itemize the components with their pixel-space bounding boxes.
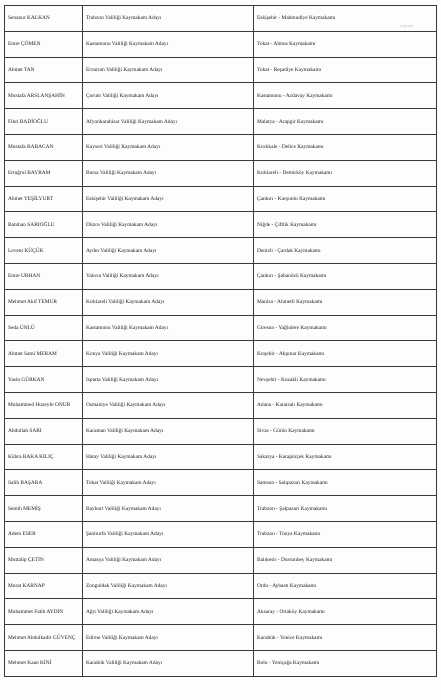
current-post-cell: Osmaniye Valiliği Kaymakam Adayı [83,392,254,418]
table-row [5,160,437,186]
table-row [5,521,437,547]
table-row [5,418,437,444]
current-post-cell: Afyonkarahisar Valiliği Kaymakam Adayı [83,109,254,135]
current-post-cell: Kırklareli Valiliği Kaymakam Adayı [83,289,254,315]
table-row [5,57,437,83]
name-cell: Fikri BADİOĞLU [5,109,83,135]
current-post-cell: Ağrı Valiliği Kaymakam Adayı [83,599,254,625]
current-post-cell: Çorum Valiliği Kaymakam Adayı [83,83,254,109]
assignment-cell: Ordu - Aybastı Kaymakamı [254,573,437,599]
current-post-cell: Zonguldak Valiliği Kaymakam Adayı [83,573,254,599]
assignment-cell: Denizli - Çardak Kaymakamı [254,238,437,264]
assignment-cell: Tokat - Almus Kaymakamı [254,31,437,57]
table-row [5,83,437,109]
assignment-cell: Sivas - Gürün Kaymakamı [254,418,437,444]
name-cell: Levent KÜÇÜK [5,238,83,264]
watermark: kaynak [400,23,413,28]
current-post-cell: Karaman Valiliği Kaymakam Adayı [83,418,254,444]
current-post-cell: Düzce Valiliği Kaymakam Adayı [83,212,254,238]
name-cell: Murat KARNAP [5,573,83,599]
table-row [5,212,437,238]
current-post-cell: Bursa Valiliği Kaymakam Adayı [83,160,254,186]
assignment-cell: Sakarya - Karapürçek Kaymakamı [254,444,437,470]
table-row [5,470,437,496]
assignment-cell: Malatya - Arapgir Kaymakamı [254,109,437,135]
assignment-cell: Bolu - Yeniçağa Kaymakamı [254,650,437,676]
assignment-cell: Kırklareli - Demirköy Kaymakamı [254,160,437,186]
table-row [5,496,437,522]
name-cell: Batuhan SARIOĞLU [5,212,83,238]
table-row [5,599,437,625]
current-post-cell: Hatay Valiliği Kaymakam Adayı [83,444,254,470]
table-row [5,367,437,393]
name-cell: Muhammed Huzeyfe ONUR [5,392,83,418]
current-post-cell: Yalova Valiliği Kaymakam Adayı [83,263,254,289]
table-row [5,625,437,651]
assignment-cell: Giresun - Yağlıdere Kaymakamı [254,315,437,341]
name-cell: Emre ÇÖMEN [5,31,83,57]
name-cell: Ahmet TAN [5,57,83,83]
assignment-cell: Aksaray - Ortaköy Kaymakamı [254,599,437,625]
table-row [5,6,437,32]
name-cell: Muhammet Fatih AYDIN [5,599,83,625]
table-row [5,315,437,341]
table-row [5,392,437,418]
current-post-cell: Amasya Valiliği Kaymakam Adayı [83,547,254,573]
assignment-cell: Trabzon - Şalpazarı Kaymakamı [254,496,437,522]
assignment-cell: Kastamonu - Azdavay Kaymakamı [254,83,437,109]
table-row [5,263,437,289]
name-cell: Semih MEMİŞ [5,496,83,522]
table-row [5,289,437,315]
assignment-cell: Çankırı - Kurşunlu Kaymakamı [254,186,437,212]
current-post-cell: Edirne Valiliği Kaymakam Adayı [83,625,254,651]
assignment-cell: Kırıkkale - Delice Kaymakamı [254,134,437,160]
name-cell: Mustafa ARSLANŞAHİN [5,83,83,109]
table-row [5,341,437,367]
current-post-cell: Isparta Valiliği Kaymakam Adayı [83,367,254,393]
current-post-cell: Aydın Valiliği Kaymakam Adayı [83,238,254,264]
current-post-cell: Tokat Valiliği Kaymakam Adayı [83,470,254,496]
name-cell: Muttalip ÇETİN [5,547,83,573]
table-row [5,134,437,160]
current-post-cell: Kastamonu Valiliği Kaymakam Adayı [83,31,254,57]
appointment-table [4,5,437,677]
current-post-cell: Konya Valiliği Kaymakam Adayı [83,341,254,367]
table-row [5,31,437,57]
assignment-cell: Adana - Karaisalı Kaymakamı [254,392,437,418]
name-cell: Ahmet YEŞİLYURT [5,186,83,212]
assignment-cell: Çankırı - Şabanözü Kaymakamı [254,263,437,289]
assignment-cell: Balıkesir - Dursunbey Kaymakamı [254,547,437,573]
name-cell: Mustafa BABACAN [5,134,83,160]
current-post-cell: Şanlıurfa Valiliği Kaymakam Adayı [83,521,254,547]
table-row [5,444,437,470]
table-row [5,186,437,212]
assignment-cell: Eskişehir - Mahmudiye Kaymakamı [254,6,437,32]
assignment-cell: Karabük - Yenice Kaymakamı [254,625,437,651]
name-cell: Ahmet Sami MERAM [5,341,83,367]
assignment-cell: Kırşehir - Akpınar Kaymakamı [254,341,437,367]
current-post-cell: Trabzon Valiliği Kaymakam Adayı [83,6,254,32]
assignment-cell: Tokat - Reşadiye Kaymakamı [254,57,437,83]
name-cell: Mehmet Kaan KİNİ [5,650,83,676]
assignment-cell: Trabzon - Tonya Kaymakamı [254,521,437,547]
current-post-cell: Kayseri Valiliği Kaymakam Adayı [83,134,254,160]
appointment-table-body [5,6,437,677]
assignment-cell: Manisa - Ahmetli Kaymakamı [254,289,437,315]
name-cell: Adem ESER [5,521,83,547]
current-post-cell: Eskişehir Valiliği Kaymakam Adayı [83,186,254,212]
name-cell: Senanur KALKAN [5,6,83,32]
assignment-cell: Niğde - Çiftlik Kaymakamı [254,212,437,238]
name-cell: Mehmet Akif TEMUR [5,289,83,315]
table-row [5,547,437,573]
current-post-cell: Kastamonu Valiliği Kaymakam Adayı [83,315,254,341]
table-row [5,573,437,599]
assignment-cell: Samsun - Salıpazarı Kaymakamı [254,470,437,496]
current-post-cell: Karabük Valiliği Kaymakam Adayı [83,650,254,676]
table-row [5,650,437,676]
name-cell: Ertuğrul BAYRAM [5,160,83,186]
name-cell: Yasin GÜRKAN [5,367,83,393]
current-post-cell: Erzurum Valiliği Kaymakam Adayı [83,57,254,83]
name-cell: Seda ÜNLÜ [5,315,83,341]
name-cell: Salih BAŞARA [5,470,83,496]
table-row [5,109,437,135]
name-cell: Abdullah SARI [5,418,83,444]
table-row [5,238,437,264]
name-cell: Mehmet Abdulkadir GÜVENÇ [5,625,83,651]
current-post-cell: Bayburt Valiliği Kaymakam Adayı [83,496,254,522]
assignment-cell: Nevşehir - Kozaklı Kaymakamı [254,367,437,393]
name-cell: Emre URHAN [5,263,83,289]
name-cell: Kübra BAKA KILIÇ [5,444,83,470]
